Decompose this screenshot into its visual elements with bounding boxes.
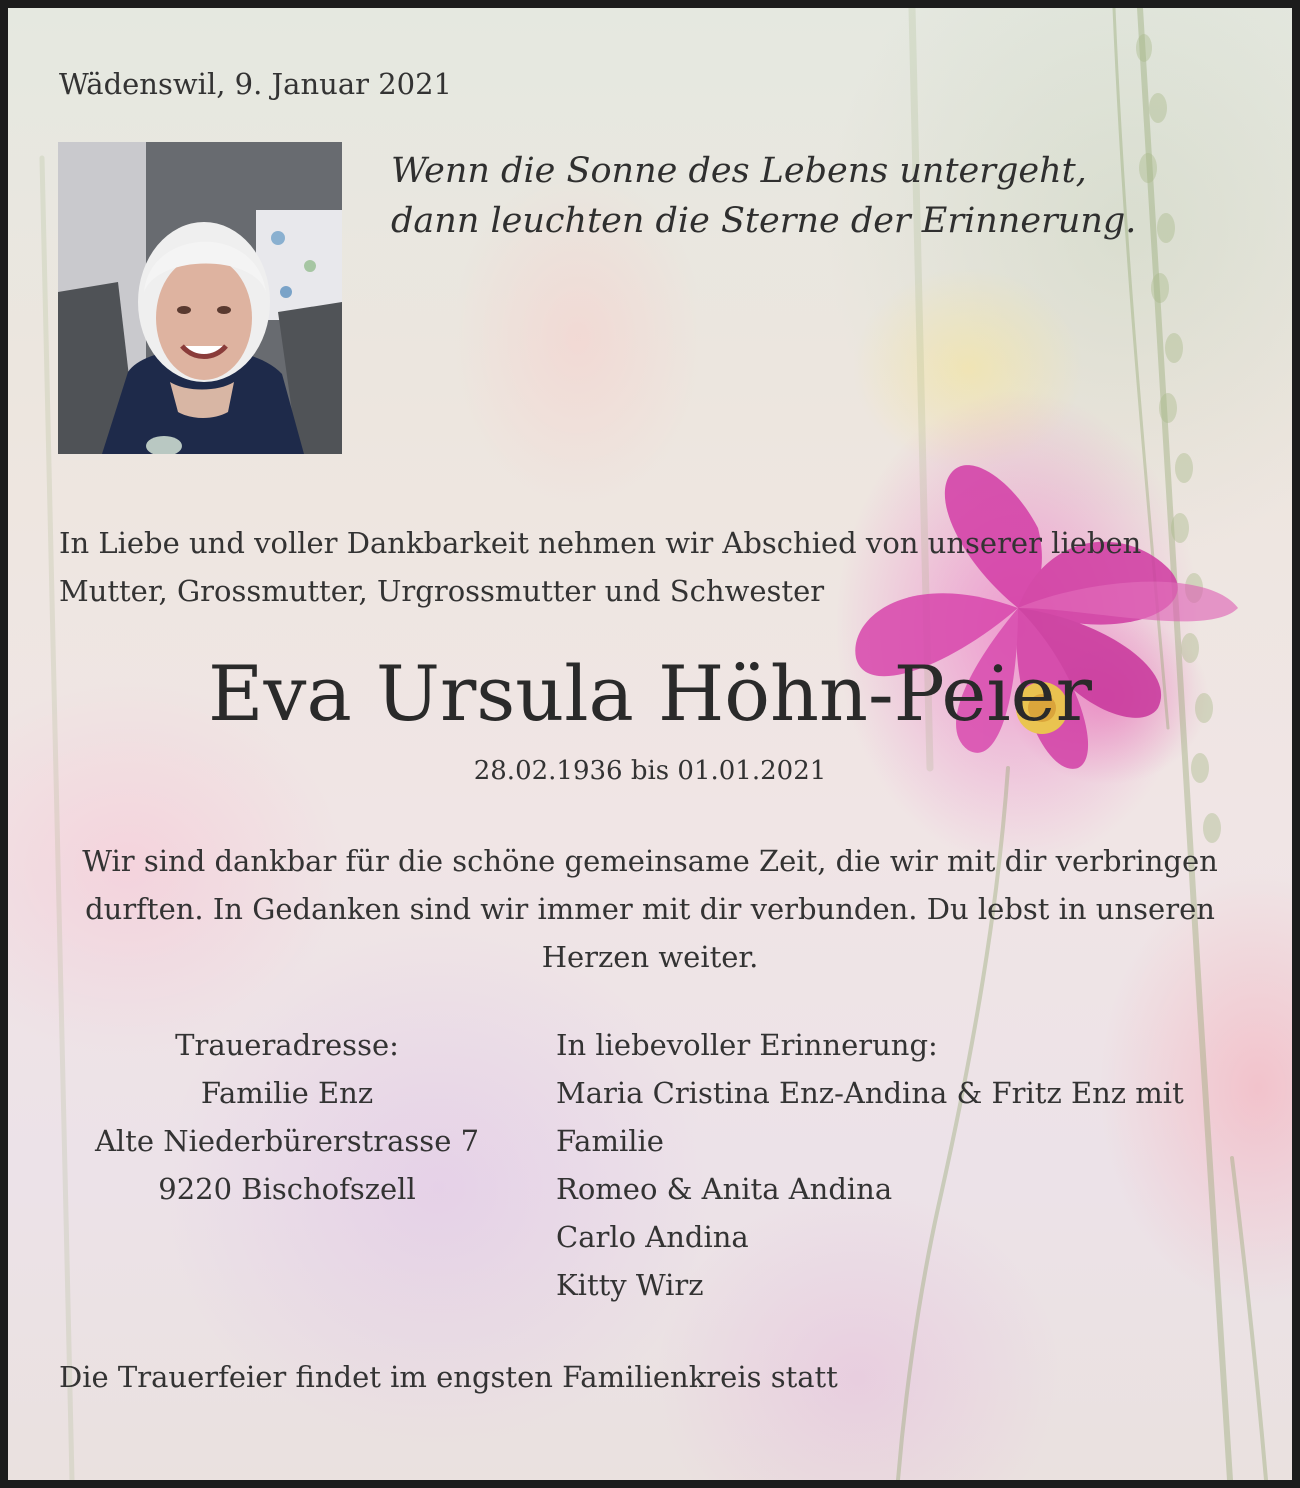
address-line: 9220 Bischofszell <box>158 1172 416 1206</box>
mourner-line: Maria Cristina Enz-Andina & Fritz Enz mit <box>556 1076 1184 1110</box>
funeral-service-note: Die Trauerfeier findet im engsten Familienkreis statt <box>59 1360 838 1394</box>
lifespan-dates: 28.02.1936 bis 01.01.2021 <box>473 756 827 786</box>
intro-line: In Liebe und voller Dankbarkeit nehmen wir Abschied von unserer lieben <box>59 526 1142 560</box>
mourning-address <box>68 1021 506 1213</box>
mourners-list <box>556 1021 1236 1309</box>
farewell-intro <box>59 519 1141 615</box>
quote-line: dann leuchten die Sterne der Erinnerung. <box>391 201 1137 241</box>
place-and-date: Wädenswil, 9. Januar 2021 <box>59 67 453 101</box>
portrait-photo <box>58 142 342 454</box>
mourner-line: Carlo Andina <box>556 1220 749 1254</box>
mourner-line: Romeo & Anita Andina <box>556 1172 893 1206</box>
address-heading: Traueradresse: <box>175 1028 399 1062</box>
mourner-line: Familie <box>556 1124 664 1158</box>
quote-line: Wenn die Sonne des Lebens untergeht, <box>391 151 1087 191</box>
deceased-name: Eva Ursula Höhn-Peier <box>208 649 1092 738</box>
intro-line: Mutter, Grossmutter, Urgrossmutter und Schwester <box>59 574 825 608</box>
memorial-quote <box>391 146 1136 246</box>
address-line: Familie Enz <box>200 1076 374 1110</box>
address-line: Alte Niederbürerstrasse 7 <box>94 1124 480 1158</box>
gratitude-text: Wir sind dankbar für die schöne gemeinsame Zeit, die wir mit dir verbringen durften. In Gedanken sind wir immer mit dir verbunden. Du lebst in unseren Herzen weiter. <box>82 844 1218 974</box>
mourners-heading: In liebevoller Erinnerung: <box>556 1028 938 1062</box>
mourner-line: Kitty Wirz <box>556 1268 704 1302</box>
